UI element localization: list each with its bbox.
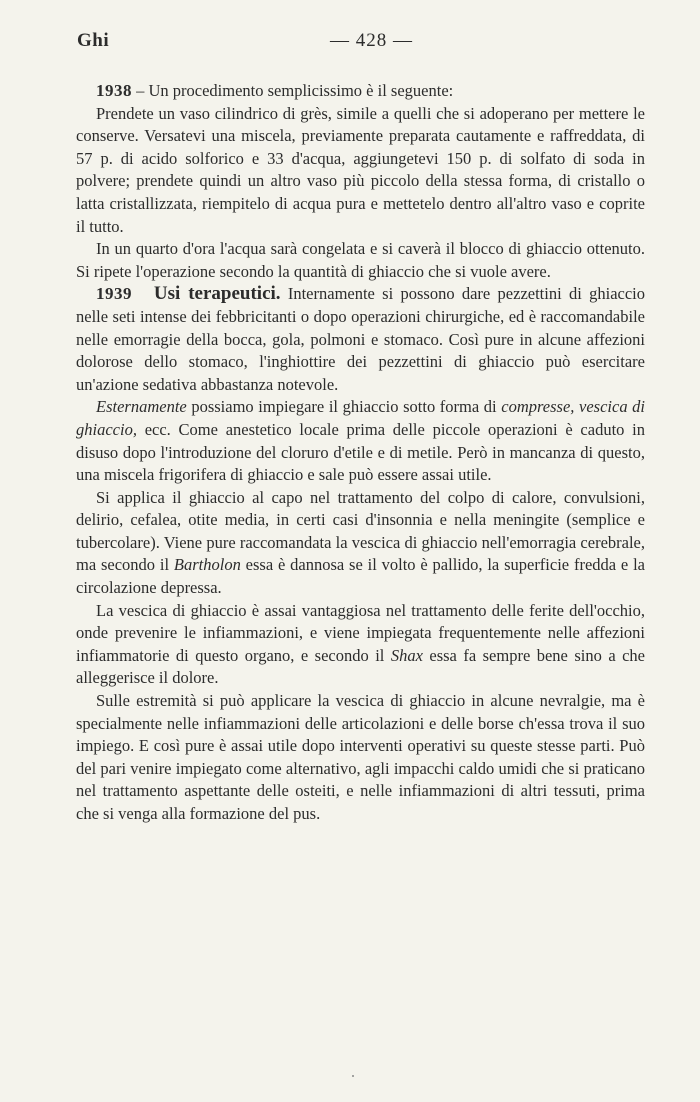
paragraph-text: La vescica di ghiaccio è assai vantaggiosa nel trattamento delle ferite dell'occhio, onde prevenire le infiammazioni, e viene impiegata frequentemente nelle affezioni infiammatorie di questo organo, e secondo il xyxy=(76,600,645,665)
paragraph-text: essa è dannosa se il volto è pallido, la superficie fredda e la circolazione depressa. xyxy=(76,555,645,598)
paragraph-text: essa fa sempre bene sino a che alleggerisce il dolore. xyxy=(76,645,645,688)
paragraph: In un quarto d'ora l'acqua sarà congelata e si caverà il blocco di ghiaccio ottenuto. Si ripete l'operazione secondo la quantità di ghiaccio che si vuole avere. xyxy=(76,239,645,281)
emphasis-text: Esternamente xyxy=(96,397,187,417)
running-head: Ghi xyxy=(77,30,110,51)
section-1938-intro xyxy=(76,80,645,103)
section-intro-text: – Un procedimento semplicissimo è il seguente: xyxy=(132,81,454,100)
section-number: 1938 xyxy=(96,81,132,100)
body-text xyxy=(76,80,645,826)
paragraph: Sulle estremità si può applicare la vescica di ghiaccio in alcune nevralgie, ma è specialmente nelle infiammazioni delle articolazioni e delle borse ch'essa trova il suo impiego. E così pure è assai utile dopo interventi operativi su queste stesse parti. Può del pari venire impiegato come alternativo, agli impacchi caldo umidi che si praticano nel trattamento aspettante delle osteiti, e nelle infiammazioni di altri tessuti, prima che si venga alla formazione del pus. xyxy=(76,691,645,823)
section-1939-intro xyxy=(76,283,645,396)
emphasis-text: compresse, vescica di ghiaccio, xyxy=(76,397,646,439)
paragraph-text: ecc. Come anestetico locale prima delle piccole operazioni è caduto in disuso dopo l'introduzione del cloruro d'etile e di metile. Però in mancanza di questo, una miscela frigorifera di ghiaccio e sale può essere assai utile. xyxy=(76,419,645,485)
paragraph xyxy=(76,396,645,486)
paragraph xyxy=(76,487,645,600)
paragraph xyxy=(76,600,645,690)
section-title: Usi terapeutici. xyxy=(153,283,281,305)
author-name: Bartholon xyxy=(173,555,241,575)
print-mark xyxy=(352,1075,354,1077)
page-number: — 428 — xyxy=(330,30,413,51)
section-number: 1939 xyxy=(96,284,132,304)
author-name: Shax xyxy=(390,645,423,665)
paragraph-text: Si applica il ghiaccio al capo nel trattamento del colpo di calore, convulsioni, delirio, cefalea, otite media, in certi casi d'insonnia e nella meningite (semplice e tubercolare). Viene pure raccomandata la vescica di ghiaccio nell'emorragia cerebrale, ma secondo il xyxy=(76,487,645,575)
page-header xyxy=(77,30,645,56)
paragraph-text: possiamo impiegare il ghiaccio sotto forma di xyxy=(186,397,502,417)
section-intro-text: Internamente si possono dare pezzettini di ghiaccio nelle seti intense dei febbricitanti o dopo operazioni chirurgiche, ed è raccomandabile nelle emorragie della bocca, gola, polmoni e stomaco. Così pure in alcune affezioni dolorose dello stomaco, l'inghiottire dei pezzettini di ghiaccio può esercitare un'azione sedativa abbastanza notevole. xyxy=(76,284,645,394)
paragraph: Prendete un vaso cilindrico di grès, simile a quelli che si adoperano per mettere le conserve. Versatevi una miscela, previamente preparata cautamente e raffreddata, di 57 p. di acido solforico e 33 d'acqua, aggiungetevi 150 p. di solfato di soda in polvere; prendete quindi un altro vaso più piccolo della stessa forma, di cristallo o latta cristallizzata, riempitelo di acqua pura e mettetelo dentro all'altro vaso e coprite il tutto. xyxy=(76,103,645,236)
